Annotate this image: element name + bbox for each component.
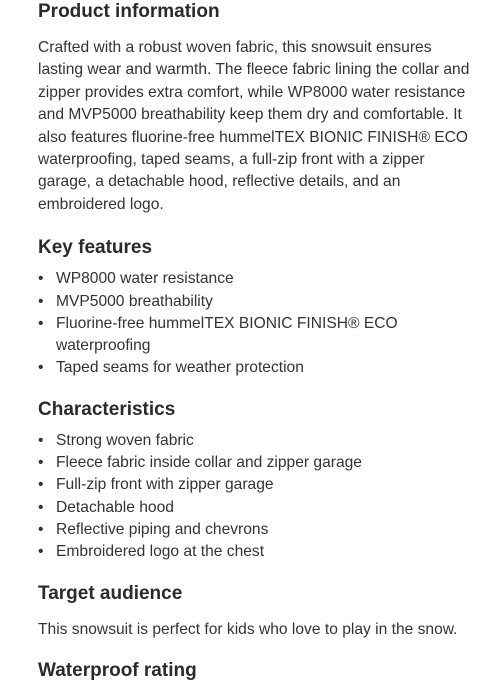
list-item [38,268,478,290]
list-item-text: Embroidered logo at the chest [56,543,265,561]
list-item [38,452,478,474]
list-item-text: Fluorine-free hummelTEX BIONIC FINISH® ECO waterproofing [56,314,398,355]
list-item-text: Detachable hood [56,498,174,516]
product-description: Crafted with a robust woven fabric, this snowsuit ensures lasting wear and warmth. The fleece fabric lining the collar and zipper provides extra comfort, while WP8000 water resistance and MVP5000 breathability keep them dry and comfortable. It also features fluorine-free hummelTEX BIONIC FINISH® ECO waterproofing, taped seams, a full-zip front with a zipper garage, a detachable hood, reflective details, and an embroidered logo. [38,39,470,213]
characteristics-list [38,430,478,564]
bullet-icon: • [38,454,44,472]
bullet-icon: • [38,520,44,538]
waterproof-rating-heading: Waterproof rating [38,659,197,681]
list-item-text: Full-zip front with zipper garage [56,476,274,494]
target-audience-description: This snowsuit is perfect for kids who love to play in the snow. [38,620,458,638]
bullet-icon: • [38,431,44,449]
bullet-icon: • [38,498,44,516]
list-item-text: Taped seams for weather protection [56,359,304,377]
bullet-icon: • [38,292,44,310]
list-item-text: WP8000 water resistance [56,270,234,288]
list-item [38,541,478,563]
list-item [38,430,478,452]
key-features-section [38,236,478,379]
bullet-icon: • [38,543,44,561]
product-information-section [38,0,478,216]
bullet-icon: • [38,314,44,332]
characteristics-heading: Characteristics [38,398,176,420]
key-features-heading: Key features [38,237,153,259]
list-item [38,519,478,541]
bullet-icon: • [38,359,44,377]
list-item [38,291,478,313]
key-features-list [38,268,478,379]
product-information-heading: Product information [38,1,220,22]
list-item [38,497,478,519]
waterproof-rating-section [38,659,478,683]
list-item [38,357,478,379]
list-item-text: MVP5000 breathability [56,292,213,310]
product-details [38,0,478,683]
list-item-text: Fleece fabric inside collar and zipper garage [56,454,362,472]
list-item [38,313,478,358]
list-item [38,474,478,496]
bullet-icon: • [38,476,44,494]
bullet-icon: • [38,270,44,288]
target-audience-heading: Target audience [38,582,183,604]
list-item-text: Strong woven fabric [56,431,194,449]
list-item-text: Reflective piping and chevrons [56,520,269,538]
characteristics-section [38,398,478,564]
target-audience-section [38,582,478,641]
